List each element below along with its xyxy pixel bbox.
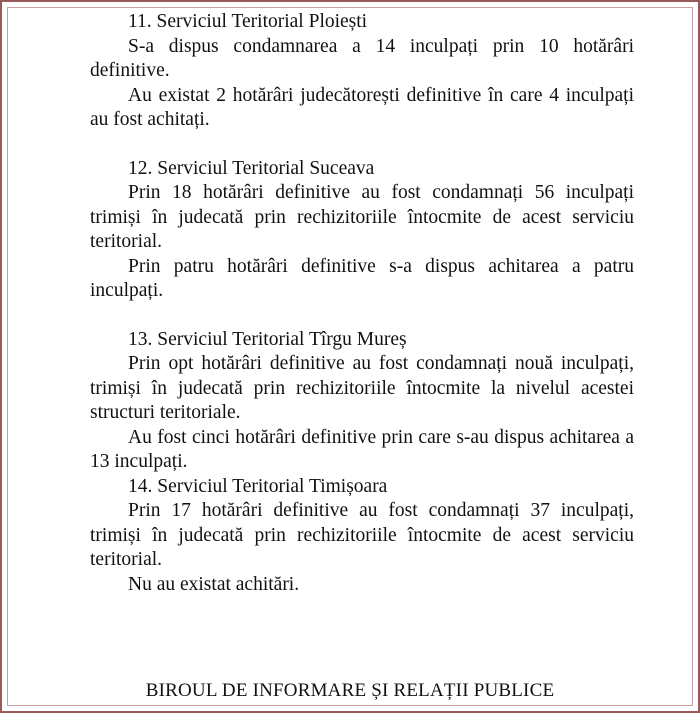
section-heading: 11. Serviciul Teritorial Ploiești bbox=[128, 11, 368, 32]
section-paragraph: Nu au existat achitări. bbox=[128, 573, 300, 595]
section-paragraph: Prin patru hotărâri definitive s-a dispus achitarea a patru inculpați. bbox=[90, 255, 634, 301]
section-paragraph: S-a dispus condamnarea a 14 inculpați prin 10 hotărâri definitive. bbox=[90, 35, 634, 81]
section-paragraph: Prin opt hotărâri definitive au fost condamnați nouă inculpați, trimiși în judecată prin rechizitoriile întocmite la nivelul acestei structuri teritoriale. bbox=[90, 353, 634, 423]
section-heading: 13. Serviciul Teritorial Tîrgu Mureș bbox=[128, 328, 407, 350]
section-heading: 12. Serviciul Teritorial Suceava bbox=[128, 157, 375, 179]
footer-office-name: BIROUL DE INFORMARE ȘI RELAȚII PUBLICE bbox=[145, 680, 555, 701]
section-paragraph: Au fost cinci hotărâri definitive prin care s-au dispus achitarea a 13 inculpați. bbox=[90, 426, 634, 472]
section-spacer bbox=[90, 304, 634, 328]
section-spacer bbox=[90, 133, 634, 157]
section-paragraph: Au existat 2 hotărâri judecătorești definitive în care 4 inculpați au fost achitați. bbox=[90, 84, 634, 130]
document-body bbox=[90, 10, 634, 597]
section-paragraph: Prin 17 hotărâri definitive au fost condamnați 37 inculpați, trimiși în judecată prin rechizitoriile întocmite de acest serviciu teritorial. bbox=[90, 500, 634, 570]
section-heading: 14. Serviciul Teritorial Timișoara bbox=[128, 475, 388, 497]
section-paragraph: Prin 18 hotărâri definitive au fost condamnați 56 inculpați trimiși în judecată prin rechizitoriile întocmite de acest serviciu teritorial. bbox=[90, 182, 634, 252]
